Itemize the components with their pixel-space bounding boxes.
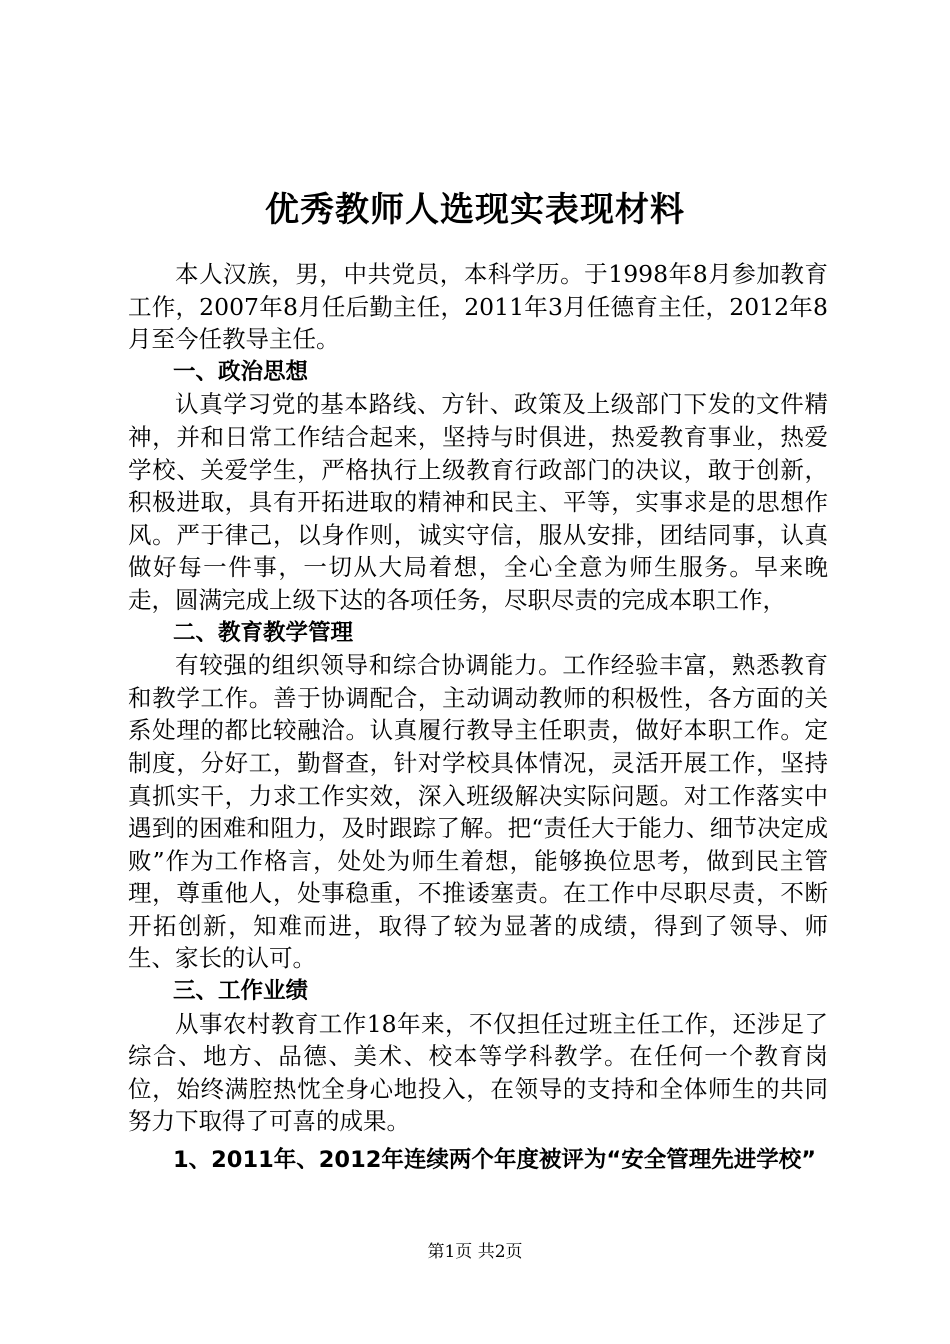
document-title: 优秀教师人选现实表现材料 [265,190,685,230]
section-heading-teaching: 二、教育教学管理 [173,619,354,646]
section-text-achievements: 从事农村教育工作18年来，不仅担任过班主任工作，还涉足了综合、地方、品德、美术、校本等学科教学。在任何一个教育岗位，始终满腔热忱全身心地投入，在领导的支持和全体师生的共同努力下取得了可喜的成果。 [128,1009,828,1136]
document-body [128,258,828,1177]
page-footer: 第1页 共2页 [427,1242,523,1262]
section-text-teaching: 有较强的组织领导和综合协调能力。工作经验丰富，熟悉教育和教学工作。善于协调配合，主动调动教师的积极性，各方面的关系处理的都比较融洽。认真履行教导主任职责，做好本职工作。定制度，分好工，勤督查，针对学校具体情况，灵活开展工作，坚持真抓实干，力求工作实效，深入班级解决实际问题。对工作落实中遇到的困难和阻力，及时跟踪了解。把“责任大于能力、细节决定成败”作为工作格言，处处为师生着想，能够换位思考，做到民主管理，尊重他人，处事稳重，不推诿塞责。在工作中尽职尽责，不断开拓创新，知难而进，取得了较为显著的成绩，得到了领导、师生、家长的认可。 [128,651,828,973]
section-heading-politics: 一、政治思想 [173,358,309,385]
intro-paragraph: 本人汉族，男，中共党员，本科学历。于1998年8月参加教育工作，2007年8月任后勤主任，2011年3月任德育主任，2012年8月至今任教导主任。 [128,260,828,354]
section-heading-achievements: 三、工作业绩 [173,978,309,1005]
achievement-item-1: 1、2011年、2012年连续两个年度被评为“安全管理先进学校” [173,1147,816,1174]
section-text-politics: 认真学习党的基本路线、方针、政策及上级部门下发的文件精神，并和日常工作结合起来，坚持与时俱进，热爱教育事业，热爱学校、关爱学生，严格执行上级教育行政部门的决议，敢于创新，积极进取，具有开拓进取的精神和民主、平等，实事求是的思想作风。严于律己，以身作则，诚实守信，服从安排，团结同事，认真做好每一件事，一切从大局着想，全心全意为师生服务。早来晚走，圆满完成上级下达的各项任务，尽职尽责的完成本职工作， [128,390,828,614]
